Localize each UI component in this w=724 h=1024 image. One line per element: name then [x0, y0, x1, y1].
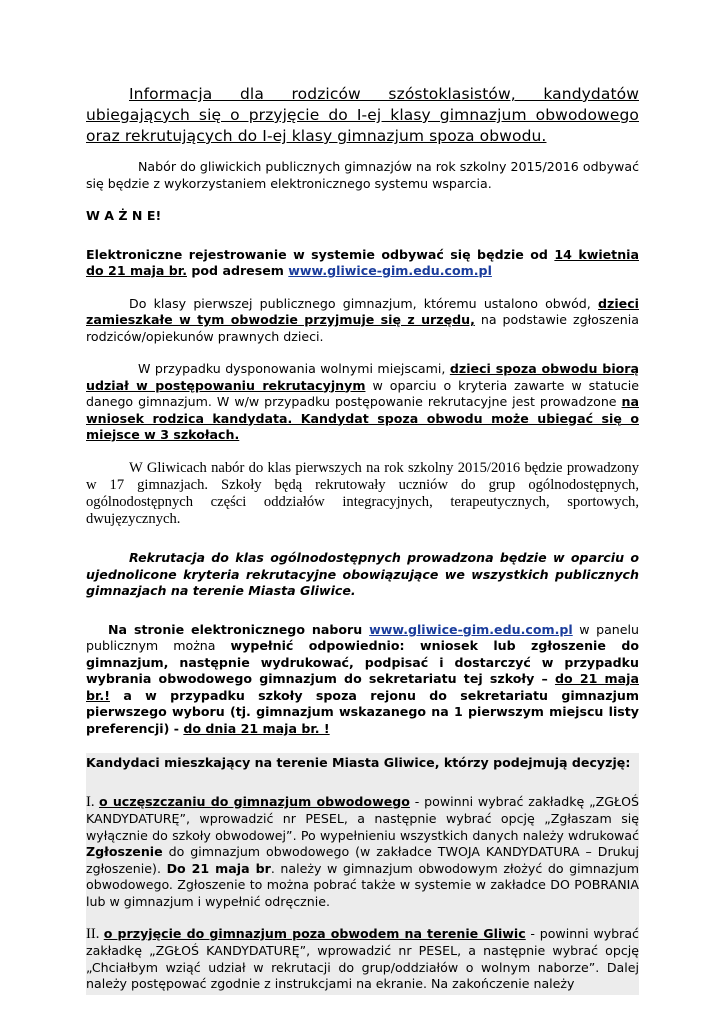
online-form-paragraph: Na stronie elektronicznego naboru www.gliwice-gim.edu.com.pl w panelu publicznym można wypełnić odpowiednio: wniosek lub zgłoszenie do gimnazjum, następnie wydrukować, podpisać i dostarczyć w przypadku wybrania obwodowego gimnazjum do sekretariatu tej szkoły – do 21 maja br.! a w przypadku szkoły spoza rejonu do sekretariatu gimnazjum pierwszego wyboru (tj. gimnazjum wskazanego na 1 pierwszym miejscu listy preferencji) - do dnia 21 maja br. !: [86, 621, 639, 736]
gliwice-schools-paragraph: W Gliwicach nabór do klas pierwszych na rok szkolny 2015/2016 będzie prowadzony w 17 gimnazjach. Szkoły będą rekrutowały uczniów do grup ogólnodostępnych, ogólnodostępnych części oddziałów integracyjnych, terapeutycznych, sportowych, dwujęzycznych.: [86, 459, 639, 528]
out-of-district-paragraph: W przypadku dysponowania wolnymi miejscami, dzieci spoza obwodu biorą udział w postępowaniu rekrutacyjnym w oparciu o kryteria zawarte w statucie danego gimnazjum. W w/w przypadku postępowanie rekrutacyjne jest prowadzone na wniosek rodzica kandydata. Kandydat spoza obwodu może ubiegać się o miejsce w 3 szkołach.: [86, 361, 639, 442]
district-emphasis: dzieci zamieszkałe w tym obwodzie przyjmuje się z urzędu,: [86, 295, 639, 327]
district-paragraph: Do klasy pierwszej publicznego gimnazjum, któremu ustalono obwód, dzieci zamieszkałe w tym obwodzie przyjmuje się z urzędu, na podstawie zgłoszenia rodziców/opiekunów prawnych dzieci.: [86, 295, 639, 344]
option-2-paragraph: II. o przyjęcie do gimnazjum poza obwodem na terenie Gliwic - powinni wybrać zakładkę „ZGŁOŚ KANDYDATURĘ”, wprowadzić nr PESEL, a następnie wybrać opcję „Chciałbym wziąć udział w rekrutacji do grup/oddziałów o wolnym naborze”. Dalej należy postępować zgodnie z instrukcjami na ekranie. Na zakończenie należy: [86, 926, 639, 992]
option-1-title: o uczęszczaniu do gimnazjum obwodowego: [98, 793, 410, 809]
deadline-1: do 21 maja br.!: [86, 671, 639, 703]
candidates-heading: Kandydaci mieszkający na terenie Miasta Gliwice, którzy podejmują decyzję:: [86, 755, 631, 771]
option-2-title: o przyjęcie do gimnazjum poza obwodem na terenie Gliwic: [103, 926, 526, 942]
document-title: Informacja dla rodziców szóstoklasistów, kandydatów ubiegających się o przyjęcie do I-ej klasy gimnazjum obwodowego oraz rekrutujących do I-ej klasy gimnazjum spoza obwodu.: [86, 85, 639, 145]
intro-paragraph: Nabór do gliwickich publicznych gimnazjów na rok szkolny 2015/2016 odbywać się będzie z wykorzystaniem elektronicznego systemu wsparcia.: [86, 159, 639, 191]
important-heading: W A Ż N E!: [86, 208, 162, 223]
application-emphasis: na wniosek rodzica kandydata. Kandydat spoza obwodu może ubiegać się o miejsce w 3 szkołach.: [86, 394, 639, 442]
out-of-district-emphasis: dzieci spoza obwodu biorą udział w postępowaniu rekrutacyjnym: [86, 361, 639, 393]
registration-link[interactable]: www.gliwice-gim.edu.com.pl: [288, 263, 492, 278]
registration-paragraph: Elektroniczne rejestrowanie w systemie odbywać się będzie od 14 kwietnia do 21 maja br. pod adresem www.gliwice-gim.edu.com.pl: [86, 246, 639, 278]
criteria-paragraph: Rekrutacja do klas ogólnodostępnych prowadzona będzie w oparciu o ujednolicone kryteria rekrutacyjne obowiązujące we wszystkich publicznych gimnazjach na terenie Miasta Gliwice.: [86, 550, 639, 599]
document-page: [86, 84, 639, 995]
registration-dates: 14 kwietnia do 21 maja br.: [86, 246, 639, 278]
deadline-2: do dnia 21 maja br. !: [183, 720, 330, 736]
online-form-link[interactable]: www.gliwice-gim.edu.com.pl: [369, 621, 573, 637]
option-1-paragraph: I. o uczęszczaniu do gimnazjum obwodowego - powinni wybrać zakładkę „ZGŁOŚ KANDYDATURĘ”, wprowadzić nr PESEL, a następnie wybrać opcję „Zgłaszam się wyłącznie do szkoły obwodowej”. Po wypełnieniu wszystkich danych należy wdrukować Zgłoszenie do gimnazjum obwodowego (w zakładce TWOJA KANDYDATURA – Drukuj zgłoszenie). Do 21 maja br. należy w gimnazjum obwodowym złożyć do gimnazjum obwodowego. Zgłoszenie to można pobrać także w systemie w zakładce DO POBRANIA lub w gimnazjum i wypełnić odręcznie.: [86, 793, 639, 909]
candidates-section: [86, 753, 639, 994]
